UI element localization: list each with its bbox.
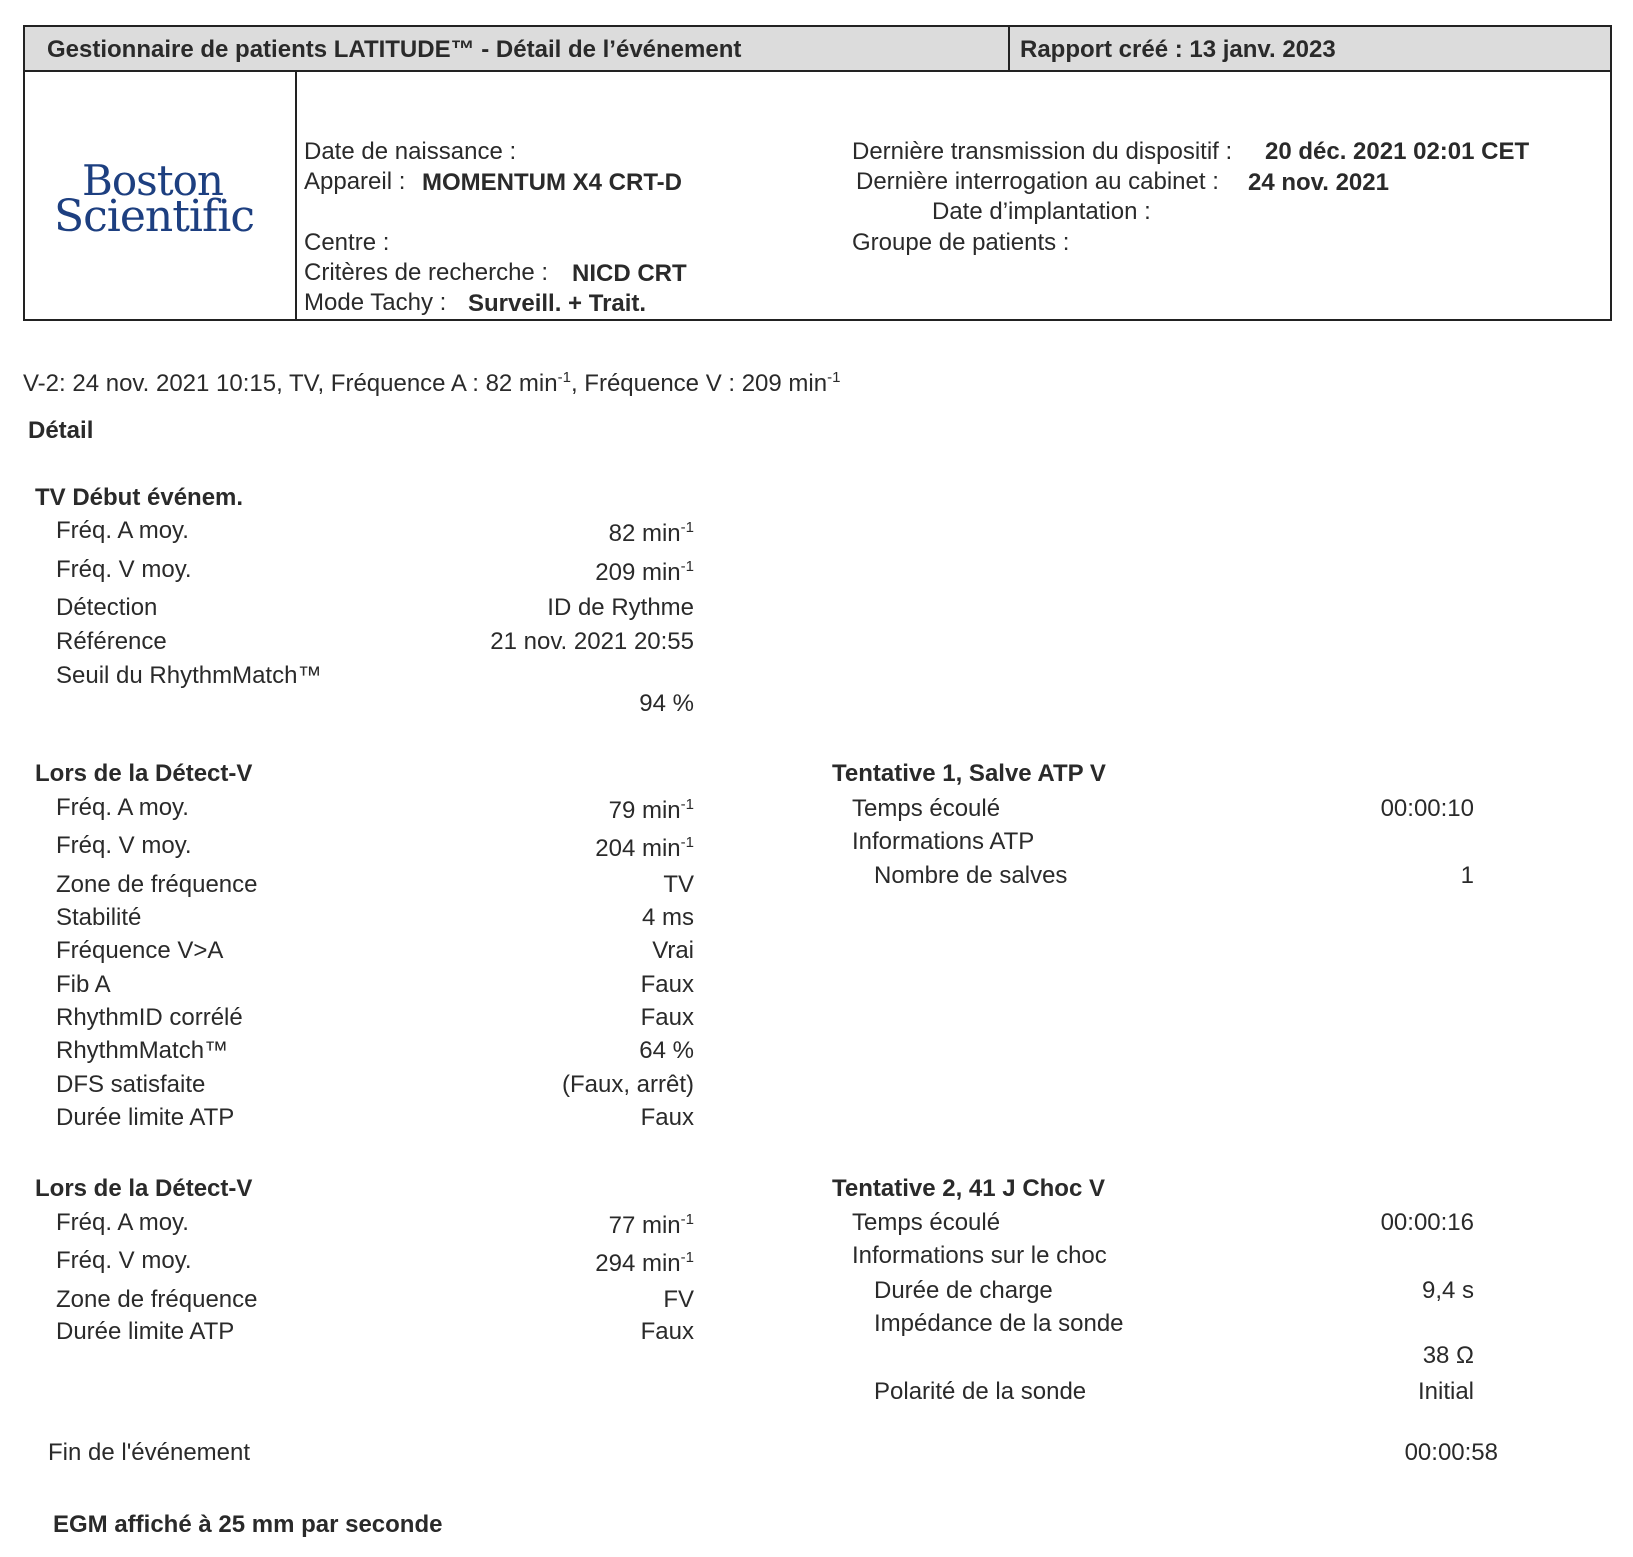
v-gt-a-label: Fréquence V>A [56, 937, 224, 964]
dfs-label: DFS satisfaite [56, 1071, 206, 1098]
lead-polarity-label: Polarité de la sonde [874, 1378, 1087, 1405]
last-interrogation-value: 24 nov. 2021 [1248, 169, 1389, 196]
rhythmmatch-label: RhythmMatch™ [56, 1037, 229, 1064]
elapsed-time-value: 00:00:16 [1380, 1209, 1474, 1236]
report-created-date: Rapport créé : 13 janv. 2023 [1020, 36, 1336, 63]
logo-line-2: Scientific [54, 191, 254, 242]
rate-zone-label: Zone de fréquence [56, 1286, 258, 1313]
center-label: Centre : [304, 229, 390, 256]
birth-date-label: Date de naissance : [304, 138, 517, 165]
logo-divider [295, 72, 297, 319]
atp-info-label: Informations ATP [852, 828, 1035, 855]
detection-label: Détection [56, 594, 158, 621]
dfs-value: (Faux, arrêt) [561, 1071, 694, 1098]
v-gt-a-value: Vrai [652, 937, 694, 964]
lead-impedance-label: Impédance de la sonde [874, 1310, 1124, 1337]
lead-impedance-value: 38 Ω [1422, 1342, 1474, 1369]
egm-speed-note: EGM affiché à 25 mm par seconde [53, 1511, 443, 1538]
event-summary: V-2: 24 nov. 2021 10:15, TV, Fréquence A : 82 $\min^{-1}$, Fréquence V : 209 $\min^{-1}$ [23, 369, 841, 397]
event-end-value: 00:00:58 [1404, 1439, 1498, 1466]
charge-time-value: 9,4 s [1421, 1277, 1474, 1304]
logo-line-1: Boston [82, 156, 223, 205]
reference-label: Référence [56, 628, 167, 655]
report-title: Gestionnaire de patients LATITUDE™ - Détail de l’événement [47, 36, 742, 63]
avg-a-rate-label: Fréq. A moy. [56, 1209, 189, 1236]
rate-zone-label: Zone de fréquence [56, 871, 258, 898]
patient-group-label: Groupe de patients : [852, 229, 1070, 256]
section-title: Tentative 1, Salve ATP V [832, 760, 1106, 787]
atp-time-limit-label: Durée limite ATP [56, 1318, 235, 1345]
shock-info-label: Informations sur le choc [852, 1242, 1107, 1269]
rhythmid-label: RhythmID corrélé [56, 1004, 243, 1031]
device-value: MOMENTUM X4 CRT-D [422, 169, 682, 196]
avg-a-rate-label: Fréq. A moy. [56, 794, 189, 821]
avg-a-rate-label: Fréq. A moy. [56, 517, 189, 544]
search-criteria-label: Critères de recherche : [304, 259, 549, 286]
avg-a-rate-value: 77 $\min^{-1}$ [608, 1211, 694, 1239]
avg-a-rate-value: 82 $\min^{-1}$ [608, 519, 694, 547]
device-label: Appareil : [304, 168, 406, 195]
section-title: TV Début événem. [35, 484, 244, 511]
header-divider [1008, 27, 1010, 72]
event-end-label: Fin de l'événement [48, 1439, 251, 1466]
atp-time-limit-label: Durée limite ATP [56, 1104, 235, 1131]
rate-zone-value: TV [663, 871, 694, 898]
afib-label: Fib A [56, 971, 111, 998]
elapsed-time-label: Temps écoulé [852, 1209, 1001, 1236]
implant-date-label: Date d’implantation : [932, 198, 1151, 225]
atp-time-limit-value: Faux [640, 1318, 694, 1345]
avg-v-rate-value: 294 $\min^{-1}$ [595, 1249, 694, 1277]
elapsed-time-value: 00:00:10 [1380, 795, 1474, 822]
burst-count-label: Nombre de salves [874, 862, 1068, 889]
atp-time-limit-value: Faux [640, 1104, 694, 1131]
avg-v-rate-label: Fréq. V moy. [56, 556, 192, 583]
elapsed-time-label: Temps écoulé [852, 795, 1001, 822]
rhythmmatch-threshold-label: Seuil du RhythmMatch™ [56, 662, 322, 689]
avg-a-rate-value: 79 $\min^{-1}$ [608, 796, 694, 824]
tachy-mode-value: Surveill. + Trait. [468, 290, 647, 317]
burst-count-value: 1 [1460, 862, 1474, 889]
section-title: Lors de la Détect-V [35, 760, 253, 787]
rhythmmatch-threshold-value: 94 % [639, 690, 694, 717]
detail-heading: Détail [28, 417, 94, 444]
avg-v-rate-label: Fréq. V moy. [56, 1247, 192, 1274]
section-title: Tentative 2, 41 J Choc V [832, 1175, 1105, 1202]
stability-label: Stabilité [56, 904, 142, 931]
rate-zone-value: FV [663, 1286, 694, 1313]
avg-v-rate-label: Fréq. V moy. [56, 832, 192, 859]
rhythmid-value: Faux [640, 1004, 694, 1031]
rhythmmatch-value: 64 % [639, 1037, 694, 1064]
search-criteria-value: NICD CRT [572, 260, 687, 287]
avg-v-rate-value: 204 $\min^{-1}$ [595, 834, 694, 862]
detection-value: ID de Rythme [547, 594, 694, 621]
avg-v-rate-value: 209 $\min^{-1}$ [595, 558, 694, 586]
charge-time-label: Durée de charge [874, 1277, 1053, 1304]
last-transmission-value: 20 déc. 2021 02:01 CET [1265, 138, 1530, 165]
section-title: Lors de la Détect-V [35, 1175, 253, 1202]
afib-value: Faux [640, 971, 694, 998]
reference-value: 21 nov. 2021 20:55 [490, 628, 694, 655]
last-transmission-label: Dernière transmission du dispositif : [852, 138, 1233, 165]
lead-polarity-value: Initial [1417, 1378, 1474, 1405]
stability-value: 4 ms [641, 904, 694, 931]
last-interrogation-label: Dernière interrogation au cabinet : [856, 168, 1219, 195]
tachy-mode-label: Mode Tachy : [304, 289, 447, 316]
